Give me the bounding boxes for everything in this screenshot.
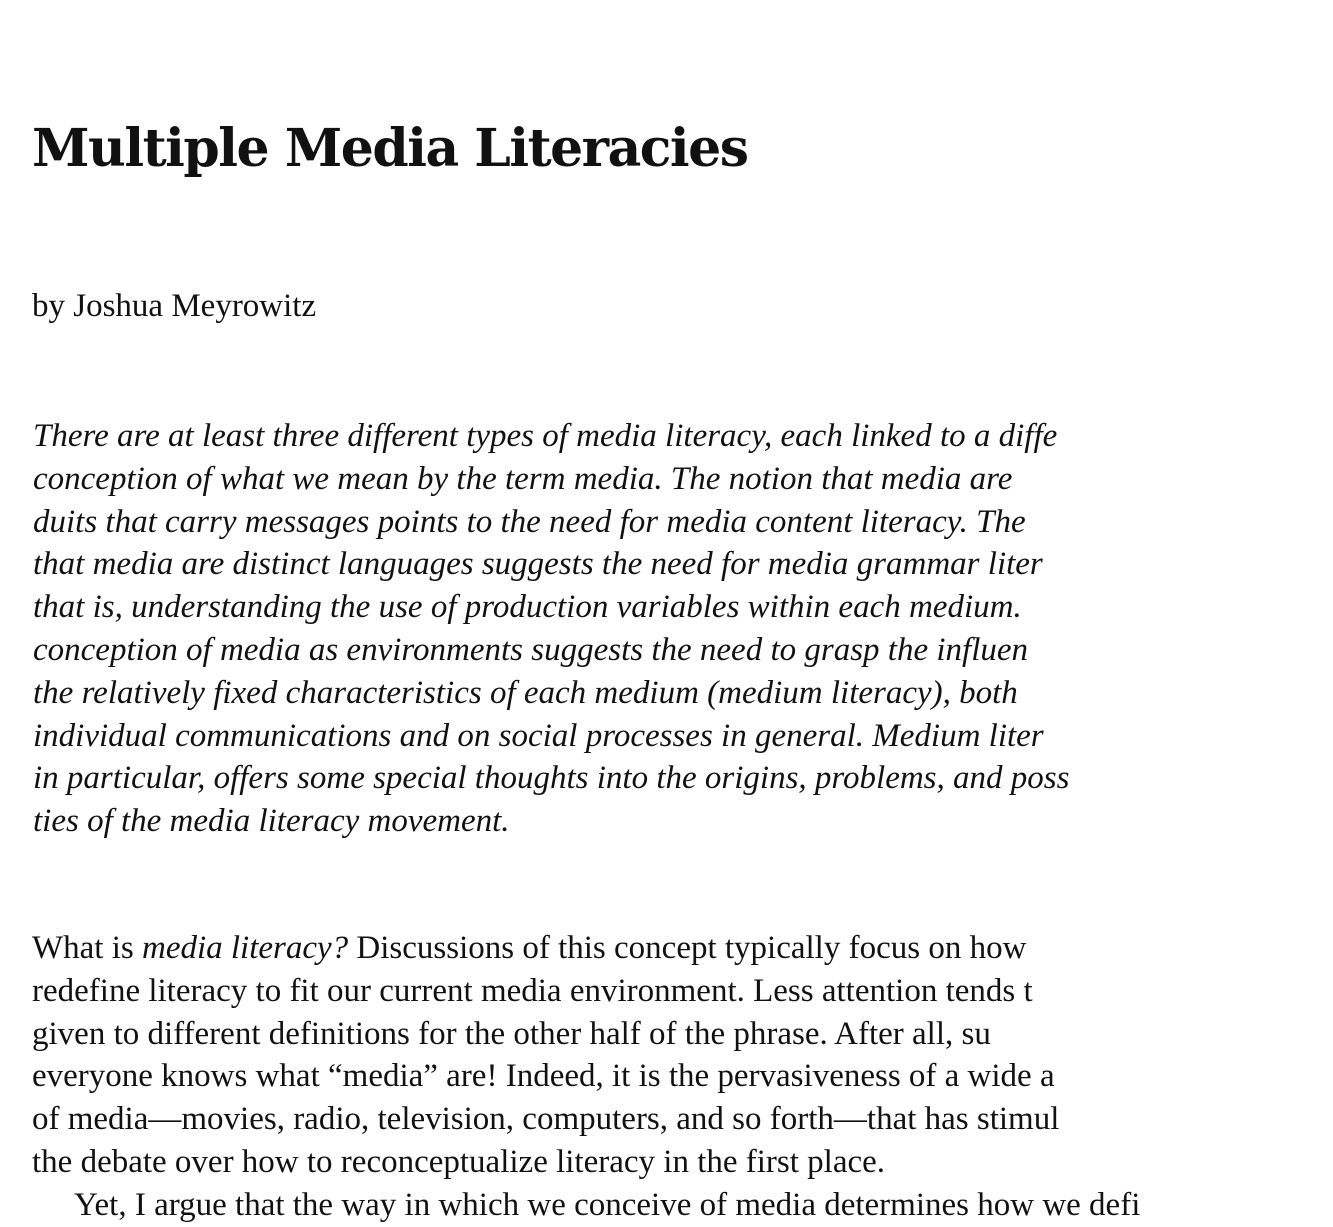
abstract-line: There are at least three different types of media literacy, each linked to a diffe	[33, 418, 1058, 454]
emphasis-term: media literacy?	[141, 930, 349, 966]
abstract-line: duits that carry messages points to the need for media content literacy. The	[33, 503, 1026, 540]
body-line: of media—movies, radio, television, computers, and so forth—that has stimul	[32, 1101, 1060, 1138]
body-paragraph	[32, 927, 1332, 1227]
body-text: Discussions of this concept typically focus on how	[348, 930, 1027, 966]
abstract	[33, 415, 1333, 843]
abstract-line: the relatively fixed characteristics of each medium (medium literacy), both	[33, 674, 1018, 711]
abstract-line: conception of what we mean by the term media. The notion that media are	[33, 460, 1013, 497]
article-title: Multiple Media Literacies	[32, 118, 748, 179]
abstract-line: ties of the media literacy movement.	[33, 803, 510, 840]
body-line	[32, 927, 1332, 970]
body-line: everyone knows what “media” are! Indeed, it is the pervasiveness of a wide a	[32, 1058, 1055, 1095]
abstract-line: that is, understanding the use of production variables within each medium.	[33, 589, 1022, 626]
article-author: by Joshua Meyrowitz	[32, 288, 317, 324]
body-line: redefine literacy to fit our current media environment. Less attention tends t	[32, 972, 1033, 1009]
body-line: given to different definitions for the other half of the phrase. After all, su	[32, 1015, 991, 1052]
abstract-line: individual communications and on social processes in general. Medium liter	[33, 717, 1044, 754]
body-line-partial: Yet, I argue that the way in which we conceive of media determines how we defi	[74, 1186, 1141, 1223]
abstract-line: that media are distinct languages suggests the need for media grammar liter	[33, 546, 1043, 583]
abstract-line: conception of media as environments suggests the need to grasp the influen	[33, 631, 1029, 668]
body-text: What is	[32, 930, 142, 966]
body-line: the debate over how to reconceptualize literacy in the first place.	[32, 1143, 886, 1180]
abstract-line: in particular, offers some special thoughts into the origins, problems, and poss	[33, 760, 1070, 797]
